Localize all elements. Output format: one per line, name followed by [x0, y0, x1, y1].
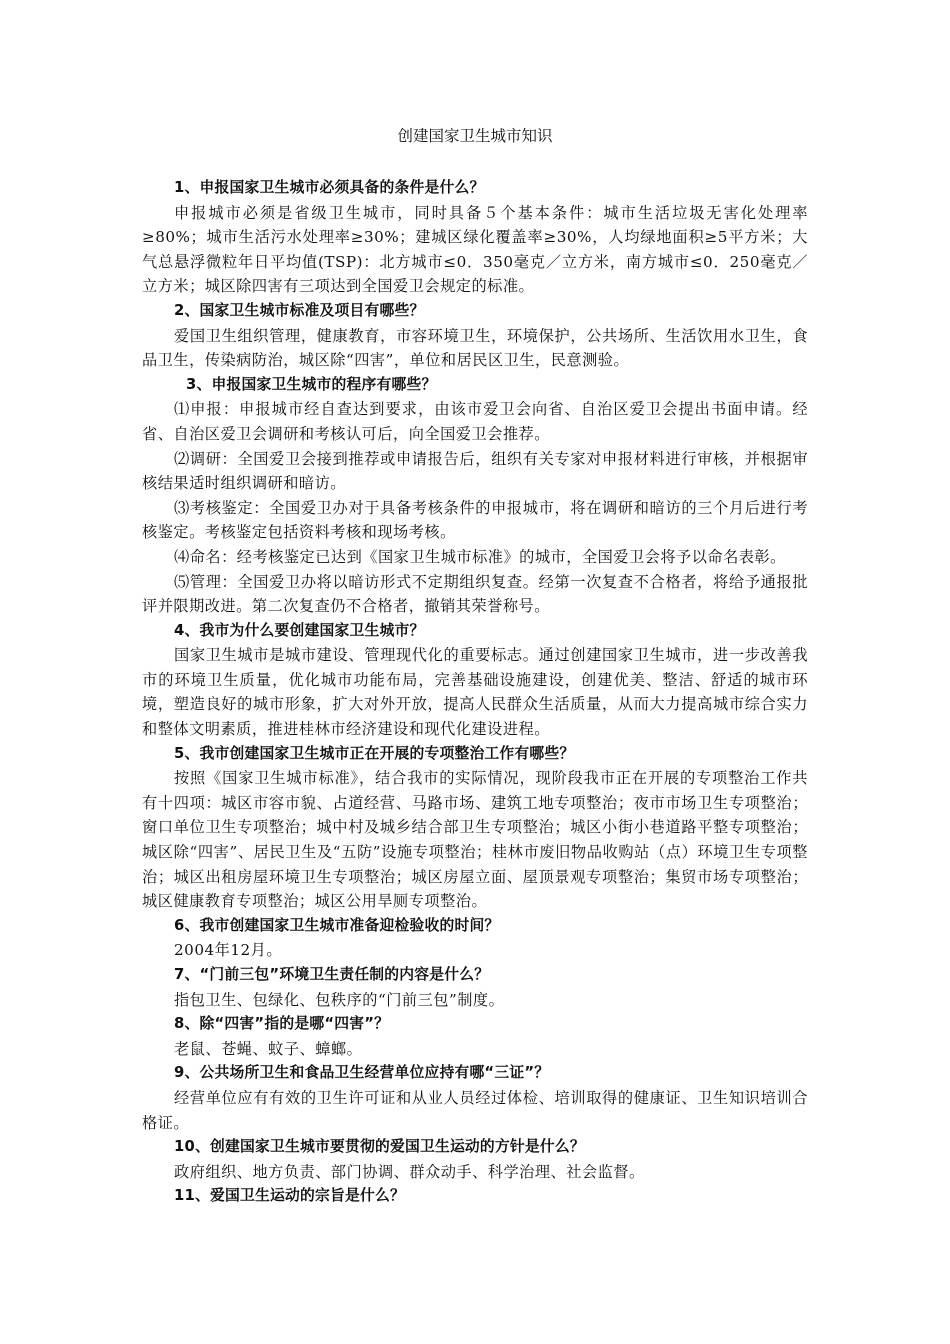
document-body	[142, 176, 808, 1209]
question-6: 6、我市创建国家卫生城市准备迎检验收的时间？	[174, 916, 500, 934]
question-9: 9、公共场所卫生和食品卫生经营单位应持有哪“三证”？	[174, 1064, 550, 1082]
answer-4: 国家卫生城市是城市建设、管理现代化的重要标志。通过创建国家卫生城市，进一步改善我市的环境卫生质量，优化城市功能布局，完善基础设施建设，创建优美、整洁、舒适的城市环境，塑造良好的城市形象，扩大对外开放，提高人民群众生活质量，从而大力提高城市综合实力和整体文明素质，推进桂林市经济建设和现代化建设进程。	[142, 646, 808, 739]
answer-3-step-5: ⑸管理：全国爱卫办将以暗访形式不定期组织复查。经第一次复查不合格者，将给予通报批评并限期改进。第二次复查仍不合格者，撤销其荣誉称号。	[142, 572, 808, 616]
question-7: 7、“门前三包”环境卫生责任制的内容是什么？	[174, 966, 490, 983]
question-3: 3、申报国家卫生城市的程序有哪些？	[186, 375, 437, 393]
question-4: 4、我市为什么要创建国家卫生城市？	[174, 621, 425, 639]
answer-3-step-2: ⑵调研：全国爱卫会接到推荐或申请报告后，组织有关专家对申报材料进行审核，并根据审核结果适时组织调研和暗访。	[142, 449, 808, 493]
answer-3-step-1: ⑴申报：申报城市经自查达到要求，由该市爱卫会向省、自治区爱卫会提出书面申请。经省、自治区爱卫会调研和考核认可后，向全国爱卫会推荐。	[142, 400, 808, 443]
answer-5: 按照《国家卫生城市标准》，结合我市的实际情况，现阶段我市正在开展的专项整治工作共有十四项：城区市容市貌、占道经营、马路市场、建筑工地专项整治；夜市市场卫生专项整治；窗口单位卫生专项整治；城中村及城乡结合部卫生专项整治；城区小街小巷道路平整专项整治；城区除“四害”、居民卫生及“五防”设施专项整治；桂林市废旧物品收购站（点）环境卫生专项整治；城区出租房屋环境卫生专项整治；城区房屋立面、屋顶景观专项整治；集贸市场专项整治；城区健康教育专项整治；城区公用旱厕专项整治。	[142, 769, 808, 911]
question-2: 2、国家卫生城市标准及项目有哪些？	[174, 301, 425, 319]
answer-6: 2004年12月。	[174, 941, 283, 960]
question-11: 11、爱国卫生运动的宗旨是什么？	[174, 1187, 405, 1205]
question-8: 8、除“四害”指的是哪“四害”？	[174, 1015, 390, 1033]
question-5: 5、我市创建国家卫生城市正在开展的专项整治工作有哪些？	[174, 744, 575, 762]
answer-10: 政府组织、地方负责、部门协调、群众动手、科学治理、社会监督。	[174, 1162, 645, 1181]
answer-2: 爱国卫生组织管理，健康教育，市容环境卫生，环境保护，公共场所、生活饮用水卫生，食品卫生，传染病防治，城区除“四害”，单位和居民区卫生，民意测验。	[142, 326, 808, 370]
answer-8: 老鼠、苍蝇、蚊子、蟑螂。	[174, 1039, 363, 1058]
answer-1: 申报城市必须是省级卫生城市，同时具备５个基本条件：城市生活垃圾无害化处理率≥80%；城市生活污水处理率≥30%；建城区绿化覆盖率≥30%，人均绿地面积≥5平方米；大气总悬浮微粒年日平均值(TSP)：北方城市≤0．350毫克／立方米，南方城市≤0．250毫克／立方米；城区除四害有三项达到全国爱卫会规定的标准。	[142, 203, 808, 296]
question-10: 10、创建国家卫生城市要贯彻的爱国卫生运动的方针是什么？	[174, 1138, 585, 1156]
question-1: 1、申报国家卫生城市必须具备的条件是什么？	[174, 179, 485, 196]
answer-3-step-3: ⑶考核鉴定：全国爱卫办对于具备考核条件的申报城市，将在调研和暗访的三个月后进行考核鉴定。考核鉴定包括资料考核和现场考核。	[142, 498, 808, 542]
document-title: 创建国家卫生城市知识	[397, 127, 553, 145]
answer-3-step-4: ⑷命名：经考核鉴定已达到《国家卫生城市标准》的城市，全国爱卫会将予以命名表彰。	[174, 547, 786, 566]
answer-9: 经营单位应有有效的卫生许可证和从业人员经过体检、培训取得的健康证、卫生知识培训合格证。	[142, 1088, 808, 1132]
answer-7: 指包卫生、包绿化、包秩序的“门前三包”制度。	[174, 990, 505, 1009]
